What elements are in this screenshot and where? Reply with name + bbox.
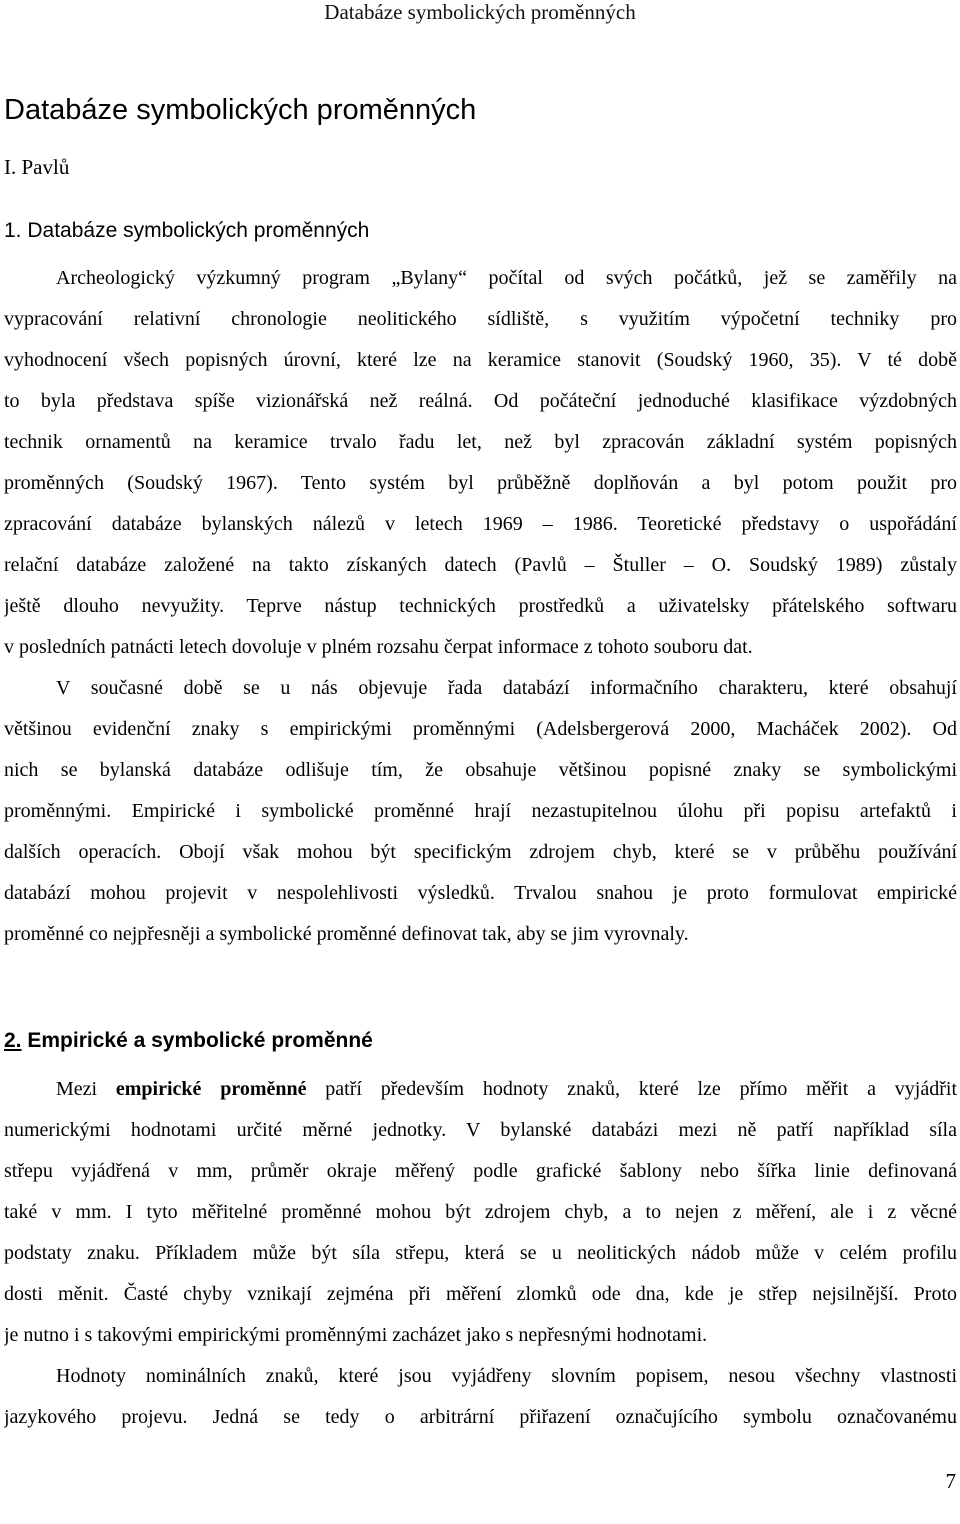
text-line: jazykového projevu. Jedná se tedy o arbitrární přiřazení označujícího symbolu označovanému bbox=[4, 1406, 957, 1428]
text-line: ještě dlouho nevyužity. Teprve nástup technických prostředků a uživatelsky přátelského softwaru bbox=[4, 595, 957, 617]
text-line: také v mm. I tyto měřitelné proměnné mohou být zdrojem chyb, a to nejen z měření, ale i z věcné bbox=[4, 1201, 957, 1223]
text-line: v posledních patnácti letech dovoluje v plném rozsahu čerpat informace z tohoto souboru dat. bbox=[4, 636, 753, 658]
text-line: vyhodnocení všech popisných úrovní, které lze na keramice stanovit (Soudský 1960, 35). V té době bbox=[4, 349, 957, 371]
section-2-paragraph-2 bbox=[4, 1356, 957, 1438]
text-run: patří především hodnoty znaků, které lze přímo měřit a vyjádřit bbox=[306, 1078, 957, 1100]
text-line: to byla představa spíše vizionářská než reálná. Od počáteční jednoduché klasifikace výzdobných bbox=[4, 390, 957, 412]
text-line: proměnné co nejpřesněji a symbolické proměnné definovat tak, aby se jim vyrovnaly. bbox=[4, 923, 689, 945]
section-2-heading bbox=[4, 1028, 373, 1054]
text-line: je nutno i s takovými empirickými proměnnými zacházet jako s nepřesnými hodnotami. bbox=[4, 1324, 708, 1346]
text-line: databází mohou projevit v nespolehlivosti výsledků. Trvalou snahou je proto formulovat empirické bbox=[4, 882, 957, 904]
section-2-paragraph-1 bbox=[4, 1069, 957, 1356]
section-1-paragraph-1 bbox=[4, 258, 957, 668]
text-line: proměnných (Soudský 1967). Tento systém byl průběžně doplňován a byl potom použit pro bbox=[4, 472, 957, 494]
author: I. Pavlů bbox=[4, 155, 70, 179]
section-1-title: Databáze symbolických proměnných bbox=[27, 219, 370, 242]
text-line bbox=[4, 1069, 957, 1110]
text-line: V současné době se u nás objevuje řada databází informačního charakteru, které obsahují bbox=[56, 677, 957, 699]
section-2-title: Empirické a symbolické proměnné bbox=[27, 1029, 373, 1052]
text-line: numerickými hodnotami určité měrné jednotky. V bylanské databázi mezi ně patří například síla bbox=[4, 1119, 957, 1141]
text-line: dosti měnit. Časté chyby vznikají zejména při měření zlomků ode dna, kde je střep nejsilnější. Proto bbox=[4, 1283, 957, 1305]
document-title: Databáze symbolických proměnných bbox=[4, 94, 477, 126]
text-line: dalších operacích. Obojí však mohou být specifickým zdrojem chyb, které se v průběhu používání bbox=[4, 841, 957, 863]
text-line: proměnnými. Empirické i symbolické proměnné hrají nezastupitelnou úlohu při popisu artefaktů i bbox=[4, 800, 957, 822]
text-line: Archeologický výzkumný program „Bylany“ počítal od svých počátků, jež se zaměřily na bbox=[56, 267, 957, 289]
section-1-paragraph-2 bbox=[4, 668, 957, 955]
section-2-number: 2. bbox=[4, 1029, 22, 1052]
running-header: Databáze symbolických proměnných bbox=[324, 0, 636, 24]
page-number: 7 bbox=[945, 1469, 956, 1493]
text-line: Hodnoty nominálních znaků, které jsou vyjádřeny slovním popisem, nesou všechny vlastnosti bbox=[56, 1365, 957, 1387]
text-run: Mezi bbox=[56, 1078, 116, 1100]
text-line: relační databáze založené na takto získaných datech (Pavlů – Štuller – O. Soudský 1989) zůstaly bbox=[4, 554, 957, 576]
bold-term: empirické proměnné bbox=[115, 1078, 307, 1100]
text-line: střepu vyjádřená v mm, průměr okraje měřený podle grafické šablony nebo šířka linie definovaná bbox=[4, 1160, 957, 1182]
text-line: většinou evidenční znaky s empirickými proměnnými (Adelsbergerová 2000, Macháček 2002). Od bbox=[4, 718, 957, 740]
text-line: zpracování databáze bylanských nálezů v letech 1969 – 1986. Teoretické představy o uspořádání bbox=[4, 513, 957, 535]
text-line: podstaty znaku. Příkladem může být síla střepu, která se u neolitických nádob může v celém profilu bbox=[4, 1242, 957, 1264]
section-1-number: 1. bbox=[4, 219, 22, 242]
text-line: nich se bylanská databáze odlišuje tím, že obsahuje většinou popisné znaky se symbolickými bbox=[4, 759, 957, 781]
text-line: technik ornamentů na keramice trvalo řadu let, než byl zpracován základní systém popisných bbox=[4, 431, 957, 453]
section-1-heading bbox=[4, 218, 369, 244]
text-line: vypracování relativní chronologie neolitického sídliště, s využitím výpočetní techniky pro bbox=[4, 308, 957, 330]
